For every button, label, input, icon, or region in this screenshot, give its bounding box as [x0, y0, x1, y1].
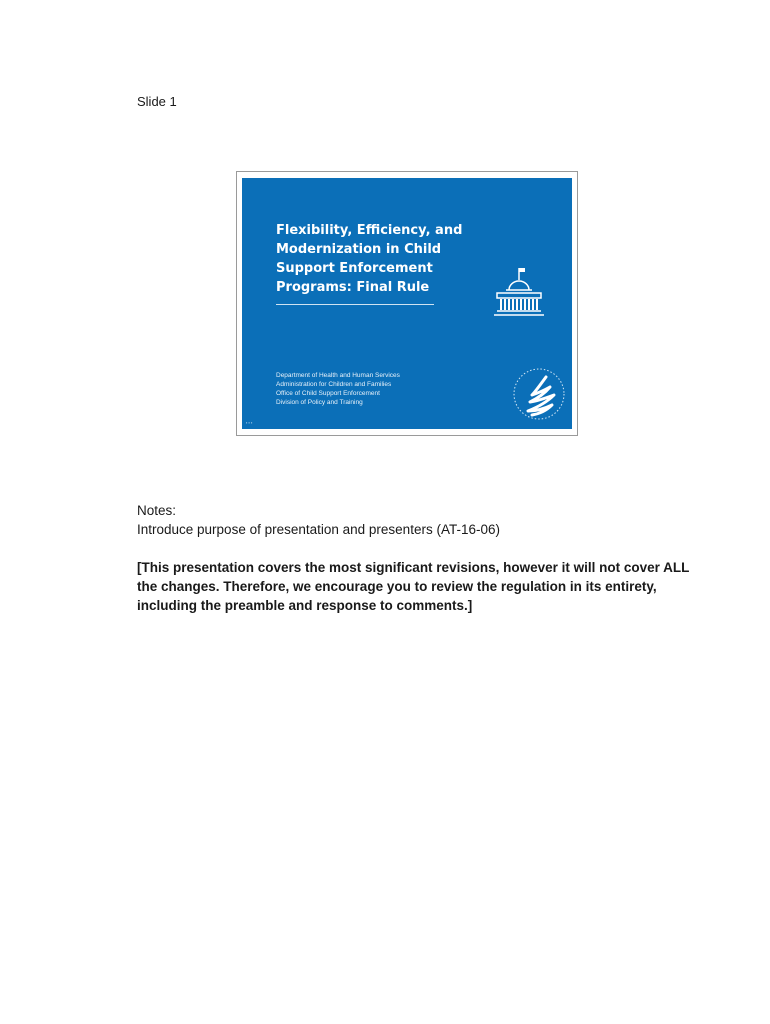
- title-slide: [242, 178, 572, 429]
- slide-thumbnail: [236, 171, 578, 436]
- slide-title-line: Programs: Final Rule: [276, 280, 430, 295]
- title-underline: [276, 304, 434, 305]
- organization-name: Division of Policy and Training: [276, 399, 363, 406]
- slide-footer-mark: ▪ ▪ ▪: [246, 420, 253, 425]
- organization-name: Department of Health and Human Services: [276, 372, 400, 379]
- slide-number-label: Slide 1: [137, 94, 177, 109]
- notes-bold-line: including the preamble and response to comments.]: [137, 598, 473, 613]
- notes-heading: Notes:: [137, 503, 177, 518]
- notes-bold-line: the changes. Therefore, we encourage you to review the regulation in its entirety,: [137, 579, 657, 594]
- notes-bold-line: [This presentation covers the most significant revisions, however it will not cover ALL: [137, 560, 690, 575]
- slide-title: [276, 221, 476, 297]
- notes-intro: Introduce purpose of presentation and presenters (AT-16-06): [137, 522, 500, 537]
- slide-title-line: Modernization in Child: [276, 242, 442, 257]
- slide-title-line: Support Enforcement: [276, 261, 433, 276]
- slide-title-line: Flexibility, Efficiency, and: [276, 223, 463, 238]
- organization-name: Administration for Children and Families: [276, 381, 392, 388]
- capitol-building-icon: [492, 266, 546, 318]
- hhs-eagle-seal-icon: [510, 365, 568, 423]
- notes-spacer: [137, 539, 697, 558]
- speaker-notes: [137, 501, 697, 615]
- organization-list: [276, 371, 400, 407]
- organization-name: Office of Child Support Enforcement: [276, 390, 380, 397]
